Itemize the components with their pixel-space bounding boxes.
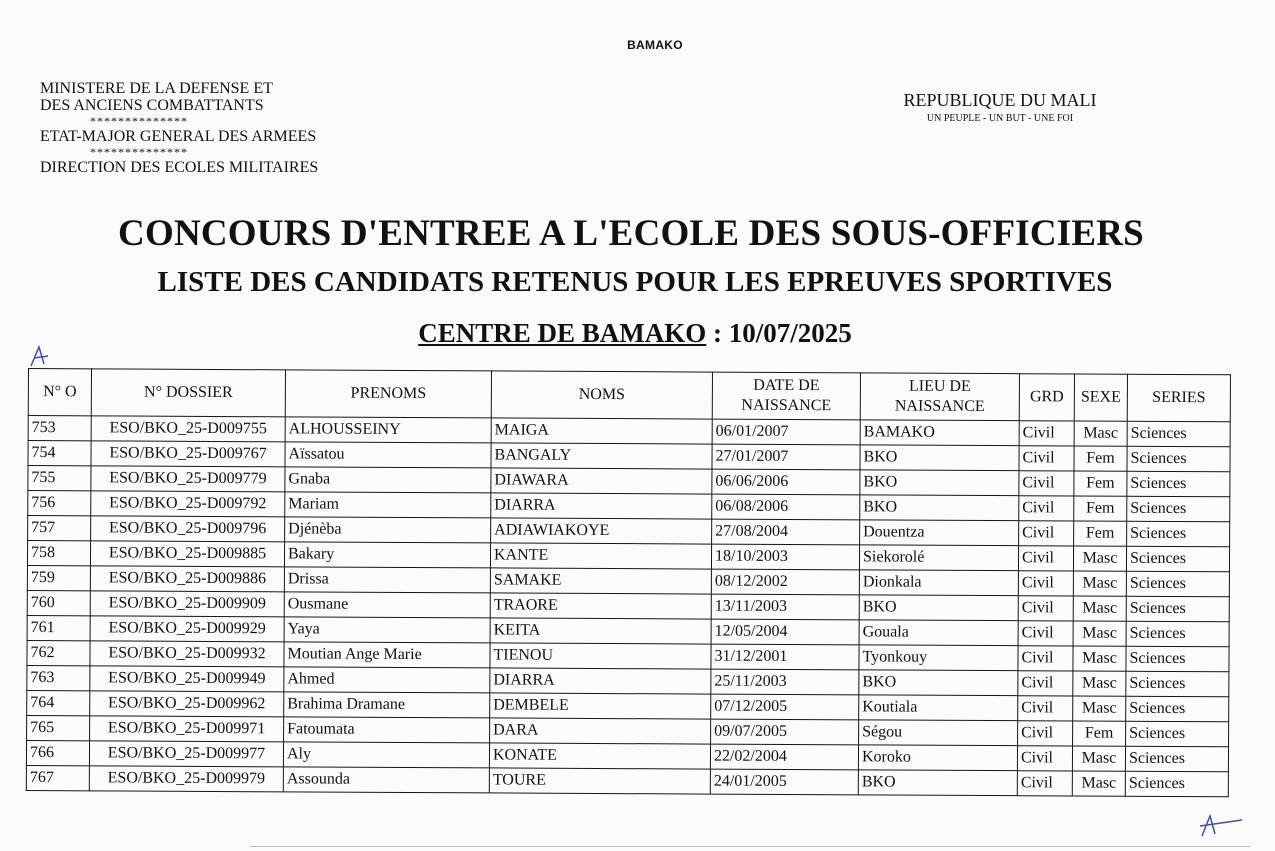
cell-series: Sciences	[1126, 646, 1229, 672]
cell-birth-place: Koutiala	[859, 695, 1018, 721]
cell-prenoms: Drissa	[284, 567, 490, 593]
cell-series: Sciences	[1127, 496, 1230, 522]
cell-grade: Civil	[1018, 721, 1073, 746]
cell-sex: Fem	[1074, 446, 1127, 471]
cell-sex: Masc	[1073, 646, 1126, 671]
cell-dossier: ESO/BKO_25-D009977	[89, 741, 283, 767]
centre-heading	[0, 318, 1270, 349]
cell-sex: Masc	[1073, 596, 1126, 621]
cell-grade: Civil	[1018, 696, 1073, 721]
cell-birth-date: 24/01/2005	[710, 769, 858, 795]
cell-number: 763	[27, 665, 90, 690]
cell-number: 758	[27, 541, 90, 566]
cell-noms: DIARRA	[491, 493, 712, 519]
cell-noms: SAMAKE	[490, 568, 711, 594]
cell-birth-place: Koroko	[858, 745, 1017, 771]
cell-grade: Civil	[1019, 446, 1074, 471]
cell-prenoms: Aly	[283, 742, 489, 768]
cell-sex: Masc	[1072, 771, 1125, 796]
cell-grade: Civil	[1019, 521, 1074, 546]
cell-prenoms: Djénèba	[285, 517, 491, 543]
cell-grade: Civil	[1017, 746, 1072, 771]
cell-birth-date: 09/07/2005	[711, 719, 859, 745]
cell-grade: Civil	[1018, 571, 1073, 596]
cell-grade: Civil	[1018, 596, 1073, 621]
cell-sex: Fem	[1074, 471, 1127, 496]
cell-number: 753	[28, 416, 91, 441]
cell-number: 761	[27, 615, 90, 640]
republic-block	[850, 90, 1150, 124]
handwritten-mark-icon	[1198, 812, 1246, 838]
column-header-series: SERIES	[1127, 374, 1230, 422]
column-header-dossier: N° DOSSIER	[91, 369, 285, 417]
cell-sex: Masc	[1072, 746, 1125, 771]
column-header-sex: SEXE	[1074, 374, 1127, 421]
cell-series: Sciences	[1126, 621, 1229, 647]
cell-dossier: ESO/BKO_25-D009779	[91, 466, 285, 492]
cell-number: 760	[27, 590, 90, 615]
cell-noms: KEITA	[490, 618, 711, 644]
cell-birth-place: Douentza	[860, 520, 1019, 546]
cell-dossier: ESO/BKO_25-D009949	[90, 666, 284, 692]
cell-prenoms: Mariam	[285, 492, 491, 518]
ministry-line: DIRECTION DES ECOLES MILITAIRES	[40, 159, 319, 176]
cell-birth-date: 06/01/2007	[712, 419, 860, 445]
cell-series: Sciences	[1127, 471, 1230, 497]
cell-birth-date: 31/12/2001	[711, 644, 859, 670]
cell-birth-date: 06/06/2006	[712, 469, 860, 495]
cell-dossier: ESO/BKO_25-D009909	[90, 591, 284, 617]
cell-dossier: ESO/BKO_25-D009767	[91, 441, 285, 467]
cell-birth-place: Ségou	[859, 720, 1018, 746]
column-header-birth-date: DATE DE NAISSANCE	[712, 372, 860, 420]
cell-dossier: ESO/BKO_25-D009755	[91, 416, 285, 442]
cell-birth-place: Dionkala	[859, 570, 1018, 596]
cell-birth-place: BKO	[859, 670, 1018, 696]
cell-sex: Masc	[1073, 696, 1126, 721]
cell-series: Sciences	[1127, 421, 1230, 447]
cell-birth-date: 22/02/2004	[710, 744, 858, 770]
republic-motto: UN PEUPLE - UN BUT - UNE FOI	[926, 113, 1074, 124]
cell-grade: Civil	[1018, 621, 1073, 646]
cell-noms: TOURE	[489, 768, 710, 794]
republic-name: REPUBLIQUE DU MALI	[903, 90, 1097, 110]
cell-noms: KANTE	[490, 543, 711, 569]
cell-prenoms: Assounda	[283, 767, 489, 793]
cell-prenoms: Fatoumata	[284, 717, 490, 743]
cell-noms: DARA	[490, 718, 711, 744]
document-title: CONCOURS D'ENTREE A L'ECOLE DES SOUS-OFFICIERS	[118, 213, 1144, 254]
handwritten-mark-icon	[28, 344, 54, 368]
cell-birth-date: 27/01/2007	[712, 444, 860, 470]
cell-prenoms: Gnaba	[285, 467, 491, 493]
cell-prenoms: Moutian Ange Marie	[284, 642, 490, 668]
centre-name: CENTRE DE BAMAKO	[418, 318, 707, 348]
cell-prenoms: ALHOUSSEINY	[285, 417, 491, 443]
cell-series: Sciences	[1127, 446, 1230, 472]
column-header-number: N° O	[28, 369, 91, 416]
cell-birth-date: 25/11/2003	[711, 669, 859, 695]
cell-noms: ADIAWIAKOYE	[491, 518, 712, 544]
cell-noms: DIAWARA	[491, 468, 712, 494]
cell-series: Sciences	[1126, 596, 1229, 622]
cell-series: Sciences	[1126, 546, 1229, 572]
cell-sex: Masc	[1073, 621, 1126, 646]
cell-grade: Civil	[1019, 496, 1074, 521]
page-edge-line	[250, 846, 1250, 847]
cell-noms: KONATE	[489, 743, 710, 769]
cell-number: 757	[28, 516, 91, 541]
cell-noms: DEMBELE	[490, 693, 711, 719]
cell-dossier: ESO/BKO_25-D009885	[90, 541, 284, 567]
cell-series: Sciences	[1125, 746, 1228, 772]
cell-number: 766	[26, 740, 89, 765]
cell-birth-place: BKO	[858, 770, 1017, 796]
cell-number: 754	[28, 441, 91, 466]
cell-grade: Civil	[1017, 771, 1072, 796]
column-header-birth-place: LIEU DE NAISSANCE	[860, 373, 1019, 421]
ministry-separator: **************	[90, 114, 188, 128]
cell-number: 755	[28, 466, 91, 491]
cell-birth-date: 13/11/2003	[711, 594, 859, 620]
cell-birth-place: Tyonkouy	[859, 645, 1018, 671]
cell-series: Sciences	[1127, 521, 1230, 547]
cell-number: 765	[27, 715, 90, 740]
cell-birth-date: 07/12/2005	[711, 694, 859, 720]
cell-birth-place: BKO	[860, 445, 1019, 471]
column-header-prenoms: PRENOMS	[285, 370, 491, 418]
cell-birth-place: BKO	[860, 495, 1019, 521]
table-body	[26, 416, 1230, 797]
cell-sex: Masc	[1073, 671, 1126, 696]
cell-dossier: ESO/BKO_25-D009979	[89, 766, 283, 792]
cell-number: 759	[27, 565, 90, 590]
ministry-line: MINISTERE DE LA DEFENSE ET	[40, 80, 273, 97]
cell-noms: BANGALY	[491, 443, 712, 469]
cell-grade: Civil	[1019, 471, 1074, 496]
cell-birth-place: Gouala	[859, 620, 1018, 646]
cell-birth-date: 06/08/2006	[712, 494, 860, 520]
cell-dossier: ESO/BKO_25-D009962	[90, 691, 284, 717]
cell-prenoms: Ahmed	[284, 667, 490, 693]
cell-noms: DIARRA	[490, 668, 711, 694]
cell-birth-place: Siekorolé	[859, 545, 1018, 571]
cell-sex: Fem	[1074, 521, 1127, 546]
cell-series: Sciences	[1125, 771, 1228, 797]
ministry-block	[40, 80, 318, 176]
cell-birth-date: 08/12/2002	[711, 569, 859, 595]
cell-birth-date: 18/10/2003	[711, 544, 859, 570]
cell-birth-place: BKO	[860, 470, 1019, 496]
candidates-table	[26, 368, 1231, 797]
column-header-noms: NOMS	[491, 371, 712, 419]
cell-series: Sciences	[1126, 571, 1229, 597]
cell-sex: Fem	[1073, 721, 1126, 746]
cell-grade: Civil	[1019, 421, 1074, 446]
cell-dossier: ESO/BKO_25-D009971	[90, 716, 284, 742]
cell-prenoms: Yaya	[284, 617, 490, 643]
cell-number: 756	[28, 491, 91, 516]
cell-sex: Masc	[1073, 571, 1126, 596]
cell-sex: Masc	[1074, 421, 1127, 446]
cell-grade: Civil	[1018, 546, 1073, 571]
cell-sex: Fem	[1074, 496, 1127, 521]
cell-prenoms: Ousmane	[284, 592, 490, 618]
cell-number: 762	[27, 640, 90, 665]
cell-dossier: ESO/BKO_25-D009796	[91, 516, 285, 542]
cell-prenoms: Aïssatou	[285, 442, 491, 468]
cell-birth-date: 27/08/2004	[712, 519, 860, 545]
cell-prenoms: Brahima Dramane	[284, 692, 490, 718]
cell-grade: Civil	[1018, 671, 1073, 696]
cell-birth-date: 12/05/2004	[711, 619, 859, 645]
cell-dossier: ESO/BKO_25-D009792	[91, 491, 285, 517]
cell-dossier: ESO/BKO_25-D009886	[90, 566, 284, 592]
cell-prenoms: Bakary	[284, 542, 490, 568]
document-subtitle: LISTE DES CANDIDATS RETENUS POUR LES EPREUVES SPORTIVES	[157, 266, 1113, 298]
cell-birth-place: BKO	[859, 595, 1018, 621]
cell-dossier: ESO/BKO_25-D009929	[90, 616, 284, 642]
cell-number: 764	[27, 690, 90, 715]
cell-number: 767	[26, 765, 89, 790]
ministry-line: ETAT-MAJOR GENERAL DES ARMEES	[40, 128, 317, 145]
cell-series: Sciences	[1126, 696, 1229, 722]
cell-grade: Civil	[1018, 646, 1073, 671]
cell-noms: TRAORE	[490, 593, 711, 619]
cell-birth-place: BAMAKO	[860, 420, 1019, 446]
cell-dossier: ESO/BKO_25-D009932	[90, 641, 284, 667]
cell-sex: Masc	[1073, 546, 1126, 571]
table-header-row	[28, 369, 1230, 422]
cell-noms: MAIGA	[491, 418, 712, 444]
cell-series: Sciences	[1126, 671, 1229, 697]
ministry-separator: **************	[90, 145, 188, 159]
header-city: BAMAKO	[627, 38, 683, 52]
ministry-line: DES ANCIENS COMBATTANTS	[40, 97, 264, 114]
column-header-grade: GRD	[1019, 374, 1074, 421]
centre-date: : 10/07/2025	[706, 318, 852, 348]
cell-noms: TIENOU	[490, 643, 711, 669]
cell-series: Sciences	[1126, 721, 1229, 747]
